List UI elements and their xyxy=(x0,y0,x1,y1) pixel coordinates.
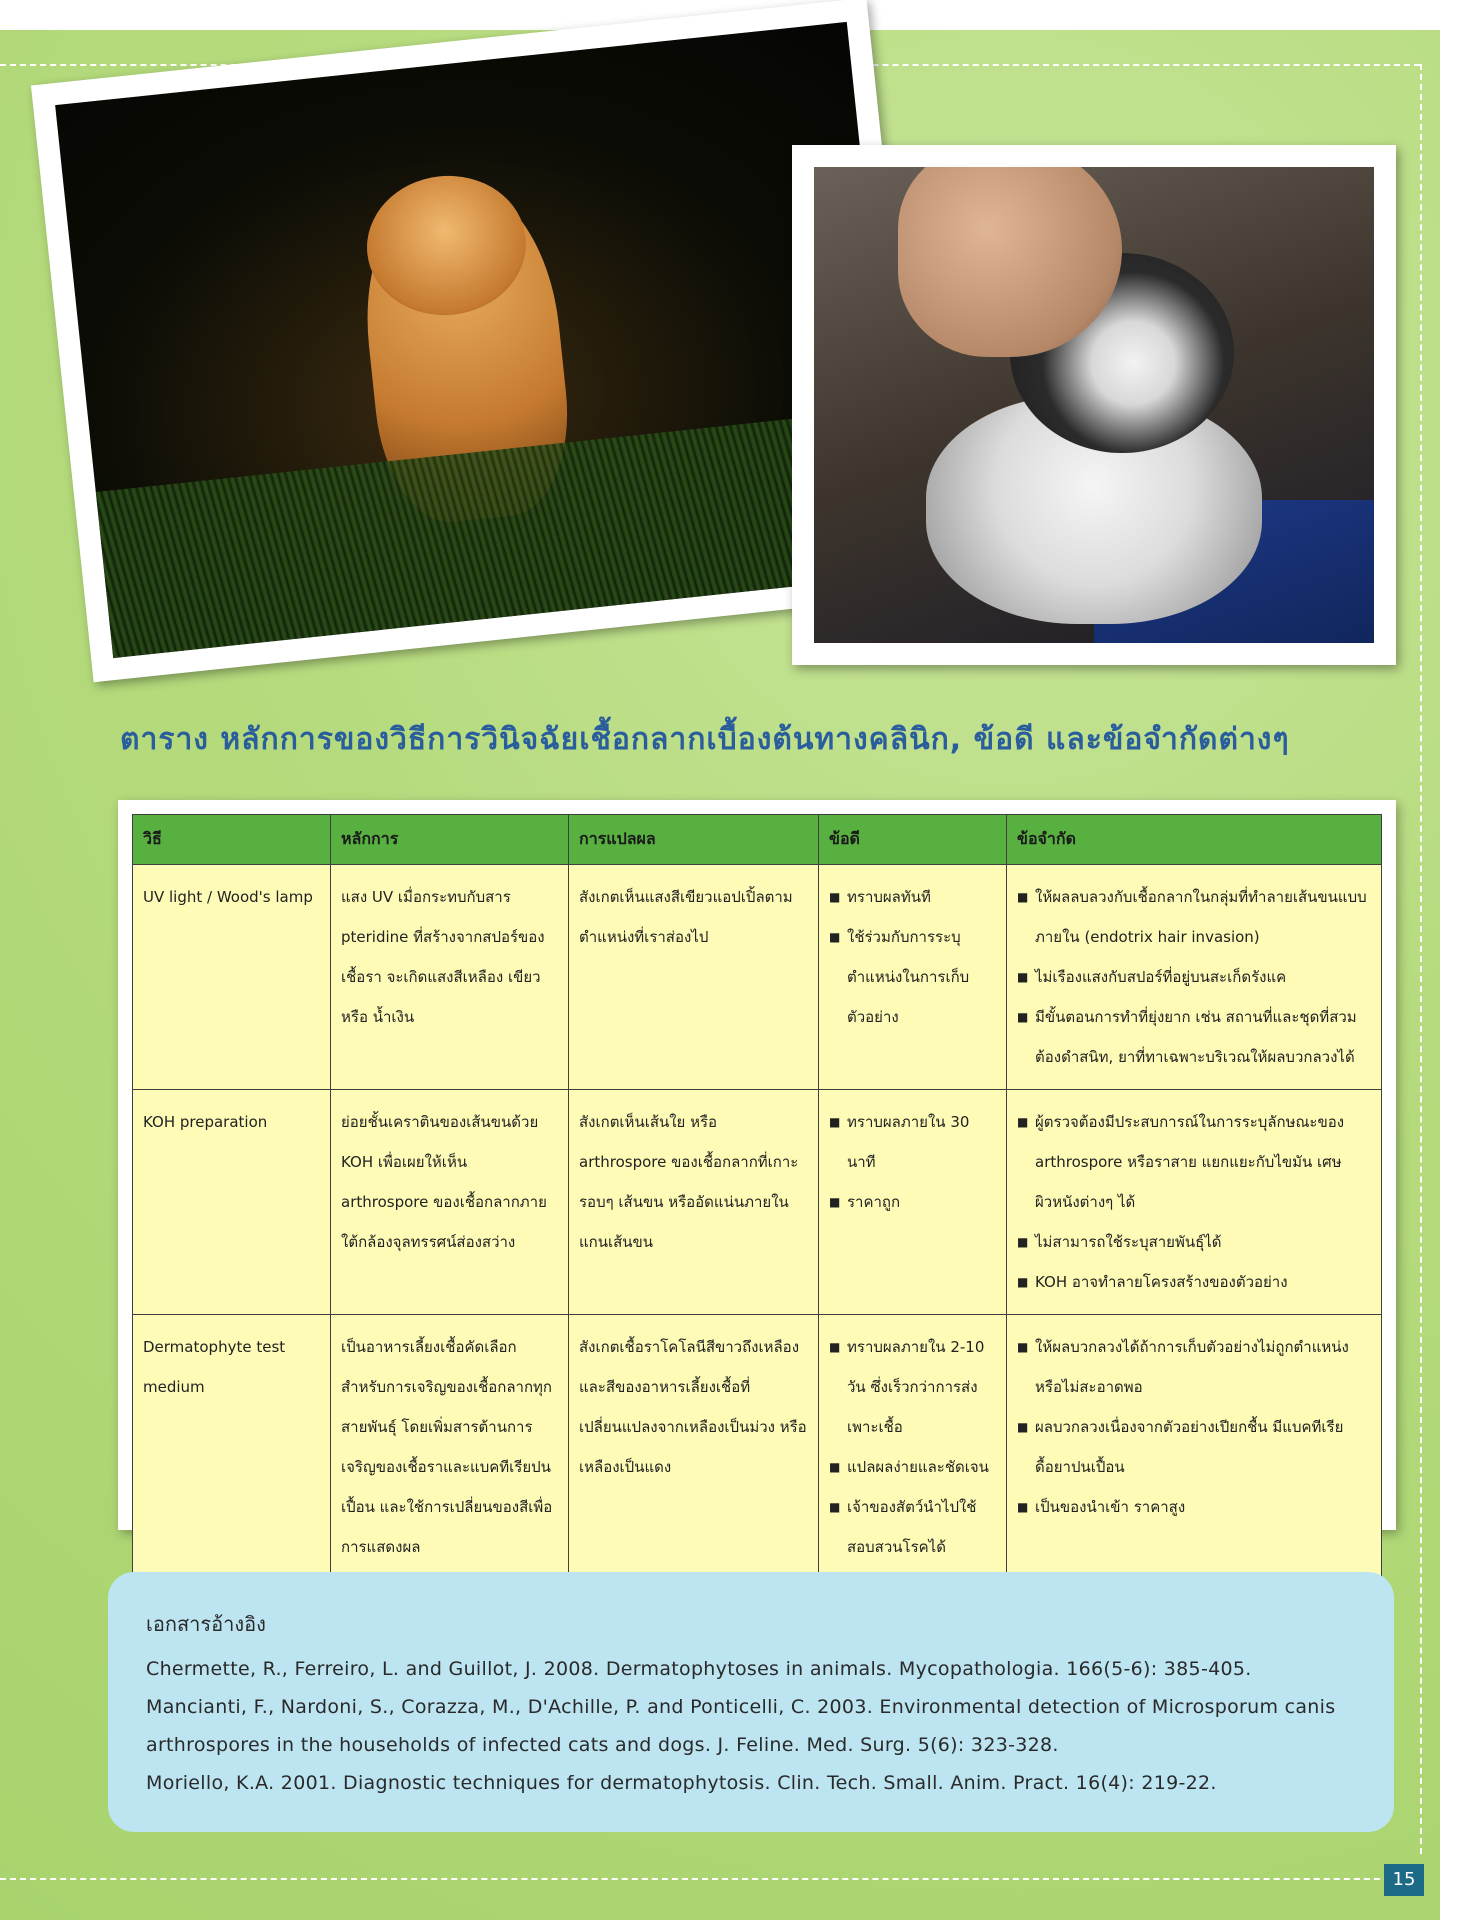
cell-limitations xyxy=(1007,865,1382,1090)
cell-advantages xyxy=(819,1090,1007,1315)
cell-method: UV light / Wood's lamp xyxy=(133,865,331,1090)
cell-limitations xyxy=(1007,1315,1382,1580)
cell-limitations xyxy=(1007,1090,1382,1315)
list-item: ■ ทราบผลทันที xyxy=(829,877,996,917)
table-row xyxy=(133,1090,1382,1315)
list-item: ■ ผลบวกลวงเนื่องจากตัวอย่างเปียกชื้น มีแบคทีเรียดื้อยาปนเปื้อน xyxy=(1017,1407,1371,1487)
reference-item: Mancianti, F., Nardoni, S., Corazza, M., D'Achille, P. and Ponticelli, C. 2003. Environmental detection of Microsporum canis arthrospores in the households of infected cats and dogs. J. Feline. Med. Surg. 5(6): 323-328. xyxy=(146,1696,1336,1756)
list-item: ■ ราคาถูก xyxy=(829,1182,996,1222)
dashed-border-bottom xyxy=(0,1878,1420,1880)
list-item: ■ แปลผลง่ายและชัดเจน xyxy=(829,1447,996,1487)
header-advantages: ข้อดี xyxy=(819,815,1007,865)
diagnosis-table-frame xyxy=(118,800,1396,1556)
table-row xyxy=(133,865,1382,1090)
cell-principle: เป็นอาหารเลี้ยงเชื้อคัดเลือกสำหรับการเจริญของเชื้อกลากทุกสายพันธุ์ โดยเพิ่มสารต้านการเจริญของเชื้อราและแบคทีเรียปนเปื้อน และใช้การเปลี่ยนของสีเพื่อการแสดงผล xyxy=(331,1315,569,1580)
cat-examination-photo xyxy=(792,145,1396,665)
list-item: ■ KOH อาจทำลายโครงสร้างของตัวอย่าง xyxy=(1017,1262,1371,1302)
table-header-row xyxy=(133,815,1382,865)
list-item: ■ ให้ผลบวกลวงได้ถ้าการเก็บตัวอย่างไม่ถูกตำแหน่ง หรือไม่สะอาดพอ xyxy=(1017,1327,1371,1407)
list-item: ■ ไม่เรืองแสงกับสปอร์ที่อยู่บนสะเก็ดรังแค xyxy=(1017,957,1371,997)
header-limitations: ข้อจำกัด xyxy=(1007,815,1382,865)
references-title: เอกสารอ้างอิง xyxy=(146,1612,266,1636)
cell-interpretation: สังเกตเชื้อราโคโลนีสีขาวถึงเหลือง และสีของอาหารเลี้ยงเชื้อที่เปลี่ยนแปลงจากเหลืองเป็นม่วง หรือเหลืองเป็นแดง xyxy=(569,1315,819,1580)
header-method: วิธี xyxy=(133,815,331,865)
list-item: ■ ไม่สามารถใช้ระบุสายพันธุ์ได้ xyxy=(1017,1222,1371,1262)
cell-advantages xyxy=(819,1315,1007,1580)
page-number: 15 xyxy=(1384,1864,1424,1896)
reference-item: Chermette, R., Ferreiro, L. and Guillot, J. 2008. Dermatophytoses in animals. Mycopathologia. 166(5-6): 385-405. xyxy=(146,1658,1252,1680)
cell-interpretation: สังเกตเห็นเส้นใย หรือ arthrospore ของเชื้อกลากที่เกาะรอบๆ เส้นขน หรืออัดแน่นภายในแกนเส้นขน xyxy=(569,1090,819,1315)
cell-principle: ย่อยชั้นเคราตินของเส้นขนด้วย KOH เพื่อเผยให้เห็น arthrospore ของเชื้อกลากภายใต้กล้องจุลทรรศน์ส่องสว่าง xyxy=(331,1090,569,1315)
table-row xyxy=(133,1315,1382,1580)
cell-method: Dermatophyte test medium xyxy=(133,1315,331,1580)
cell-interpretation: สังเกตเห็นแสงสีเขียวแอปเปิ้ลตามตำแหน่งที่เราส่องไป xyxy=(569,865,819,1090)
list-item: ■ เป็นของนำเข้า ราคาสูง xyxy=(1017,1487,1371,1527)
reference-item: Moriello, K.A. 2001. Diagnostic techniques for dermatophytosis. Clin. Tech. Small. Anim. Pract. 16(4): 219-22. xyxy=(146,1772,1217,1794)
cell-method: KOH preparation xyxy=(133,1090,331,1315)
dashed-border-right xyxy=(1420,64,1422,1854)
diagnosis-table xyxy=(132,814,1382,1580)
cell-advantages xyxy=(819,865,1007,1090)
cell-principle: แสง UV เมื่อกระทบกับสาร pteridine ที่สร้างจากสปอร์ของเชื้อรา จะเกิดแสงสีเหลือง เขียว หรือ น้ำเงิน xyxy=(331,865,569,1090)
list-item: ■ ให้ผลลบลวงกับเชื้อกลากในกลุ่มที่ทำลายเส้นขนแบบภายใน (endotrix hair invasion) xyxy=(1017,877,1371,957)
list-item: ■ ทราบผลภายใน 30 นาที xyxy=(829,1102,996,1182)
header-interpretation: การแปลผล xyxy=(569,815,819,865)
header-principle: หลักการ xyxy=(331,815,569,865)
table-title: ตาราง หลักการของวิธีการวินิจฉัยเชื้อกลากเบื้องต้นทางคลินิก, ข้อดี และข้อจำกัดต่างๆ xyxy=(120,722,1290,757)
list-item: ■ มีขั้นตอนการทำที่ยุ่งยาก เช่น สถานที่และชุดที่สวมต้องดำสนิท, ยาที่ทาเฉพาะบริเวณให้ผลบวกลวงได้ xyxy=(1017,997,1371,1077)
list-item: ■ ผู้ตรวจต้องมีประสบการณ์ในการระบุลักษณะของ arthrospore หรือราสาย แยกแยะกับไขมัน เศษผิวหนังต่างๆ ได้ xyxy=(1017,1102,1371,1222)
list-item: ■ ทราบผลภายใน 2-10 วัน ซึ่งเร็วกว่าการส่งเพาะเชื้อ xyxy=(829,1327,996,1447)
list-item: ■ ใช้ร่วมกับการระบุตำแหน่งในการเก็บตัวอย่าง xyxy=(829,917,996,1037)
list-item: ■ เจ้าของสัตว์นำไปใช้สอบสวนโรคได้ xyxy=(829,1487,996,1567)
references-box xyxy=(108,1572,1394,1832)
